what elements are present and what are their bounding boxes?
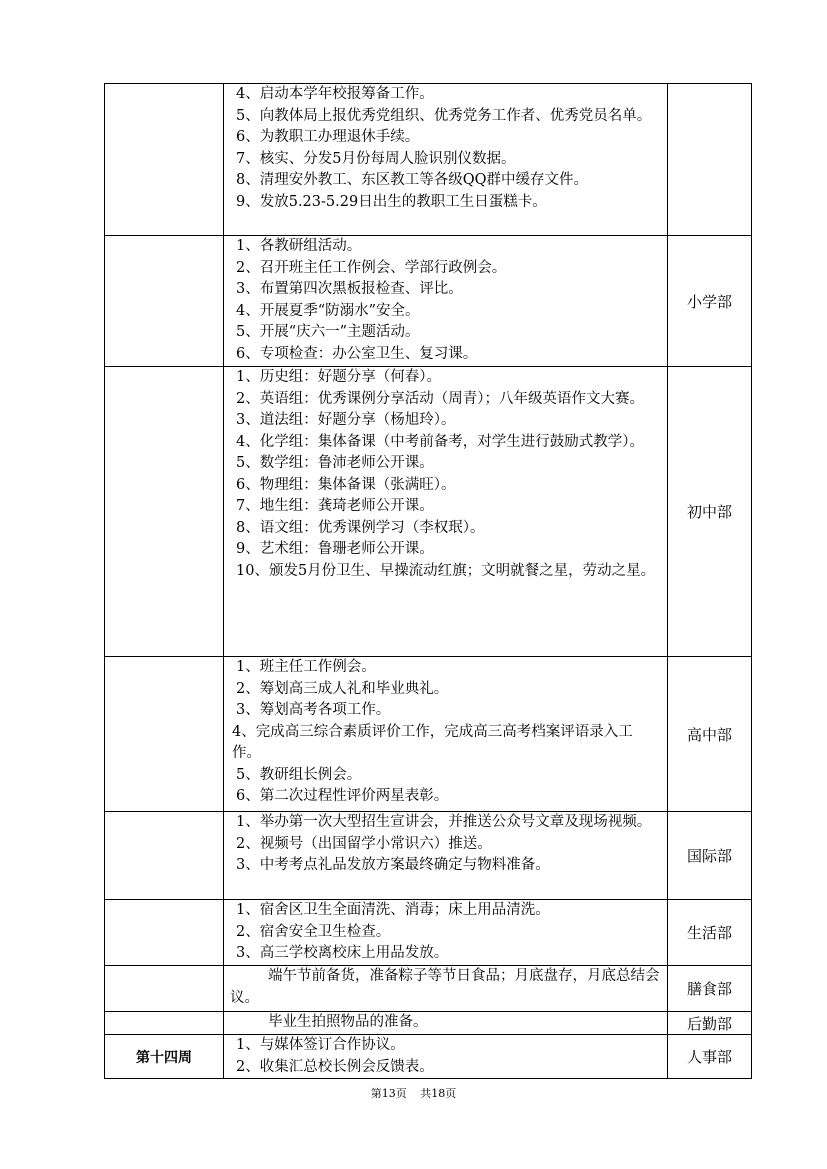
content-cell — [224, 812, 668, 900]
list-item: 9、发放5.23-5.29日出生的教职工生日蛋糕卡。 — [236, 193, 547, 210]
table-row — [105, 1035, 752, 1079]
list-item: 3、中考考点礼品发放方案最终确定与物料准备。 — [236, 857, 550, 873]
table-row — [105, 812, 752, 900]
content-cell — [224, 900, 668, 966]
page-total: 共18页 — [420, 1087, 457, 1100]
list-item: 5、开展“庆六一”主题活动。 — [236, 324, 420, 340]
list-item: 4、完成高三综合素质评价工作，完成高三高考档案评语录入工作。 — [232, 723, 633, 761]
list-item: 1、宿舍区卫生全面清洗、消毒；床上用品清洗。 — [236, 902, 550, 918]
list-item: 2、英语组：优秀课例分享活动（周青）；八年级英语作文大赛。 — [236, 390, 644, 407]
department-cell: 生活部 — [668, 900, 752, 966]
department-cell: 小学部 — [668, 236, 752, 367]
content-cell — [224, 1012, 668, 1035]
list-item: 1、各教研组活动。 — [236, 238, 362, 254]
week-cell — [105, 236, 224, 367]
list-item: 3、高三学校离校床上用品发放。 — [236, 945, 449, 961]
list-item: 8、语文组：优秀课例学习（李权珉）。 — [236, 519, 485, 536]
week-cell — [105, 84, 224, 236]
list-item: 1、举办第一次大型招生宣讲会，并推送公众号文章及现场视频。 — [236, 814, 652, 830]
list-item: 4、化学组：集体备课（中考前备考，对学生进行鼓励式教学）。 — [236, 433, 644, 450]
week-cell — [105, 367, 224, 657]
content-cell — [224, 1035, 668, 1079]
week-cell — [105, 657, 224, 812]
list-item: 3、道法组：好题分享（杨旭玲）。 — [236, 412, 456, 428]
list-item: 5、数学组：鲁沛老师公开课。 — [236, 455, 434, 471]
list-item: 1、班主任工作例会。 — [236, 659, 376, 675]
list-item: 6、物理组：集体备课（张满旺）。 — [236, 476, 456, 493]
list-item: 3、布置第四次黑板报检查、评比。 — [236, 281, 463, 297]
department-cell — [668, 84, 752, 236]
list-item: 8、清理安外教工、东区教工等各级QQ群中缓存文件。 — [236, 172, 588, 188]
list-item: 5、向教体局上报优秀党组织、优秀党务工作者、优秀党员名单。 — [236, 107, 652, 124]
week-cell: 第十四周 — [105, 1035, 224, 1079]
page-footer — [0, 1085, 827, 1101]
department-cell: 后勤部 — [668, 1012, 752, 1035]
week-cell — [105, 900, 224, 966]
table-row — [105, 966, 752, 1012]
department-cell: 初中部 — [668, 367, 752, 657]
department-cell: 人事部 — [668, 1035, 752, 1079]
list-item: 6、第二次过程性评价两星表彰。 — [236, 788, 449, 804]
list-item: 9、艺术组：鲁珊老师公开课。 — [236, 541, 434, 557]
list-item: 5、教研组长例会。 — [236, 766, 362, 783]
list-item: 2、视频号（出国留学小常识六）推送。 — [236, 835, 492, 852]
week-cell — [105, 1012, 224, 1035]
table-row — [105, 84, 752, 236]
content-cell — [224, 84, 668, 236]
list-item: 2、收集汇总校长例会反馈表。 — [236, 1058, 434, 1075]
list-item: 6、为教职工办理退休手续。 — [236, 129, 420, 145]
department-cell: 高中部 — [668, 657, 752, 812]
list-item: 2、宿舍安全卫生检查。 — [236, 923, 391, 940]
list-item: 7、地生组：龚琦老师公开课。 — [236, 498, 434, 514]
content-cell — [224, 657, 668, 812]
list-item: 7、核实、分发5月份每周人脸识别仪数据。 — [236, 150, 516, 167]
department-cell: 国际部 — [668, 812, 752, 900]
list-item: 3、筹划高考各项工作。 — [236, 702, 391, 718]
table-row — [105, 900, 752, 966]
schedule-table — [104, 83, 752, 1079]
content-cell — [224, 966, 668, 1012]
list-item: 6、专项检查：办公室卫生、复习课。 — [236, 345, 478, 362]
paragraph: 毕业生拍照物品的准备。 — [268, 1014, 428, 1030]
list-item: 1、历史组：好题分享（何春）。 — [236, 369, 441, 385]
table-row — [105, 1012, 752, 1035]
week-cell — [105, 966, 224, 1012]
table-row — [105, 236, 752, 367]
list-item: 4、开展夏季“防溺水”安全。 — [236, 302, 420, 319]
table-row — [105, 367, 752, 657]
list-item: 4、启动本学年校报筹备工作。 — [236, 86, 434, 102]
department-cell: 膳食部 — [668, 966, 752, 1012]
table-row — [105, 657, 752, 812]
paragraph: 端午节前备货，准备粽子等节日食品；月底盘存，月底总结会议。 — [230, 968, 660, 1006]
page-number: 第13页 — [370, 1087, 407, 1100]
list-item: 10、颁发5月份卫生、早操流动红旗；文明就餐之星，劳动之星。 — [236, 562, 656, 579]
list-item: 2、召开班主任工作例会、学部行政例会。 — [236, 259, 507, 276]
list-item: 1、与媒体签订合作协议。 — [236, 1037, 405, 1053]
content-cell — [224, 367, 668, 657]
list-item: 2、筹划高三成人礼和毕业典礼。 — [236, 680, 449, 697]
content-cell — [224, 236, 668, 367]
week-cell — [105, 812, 224, 900]
